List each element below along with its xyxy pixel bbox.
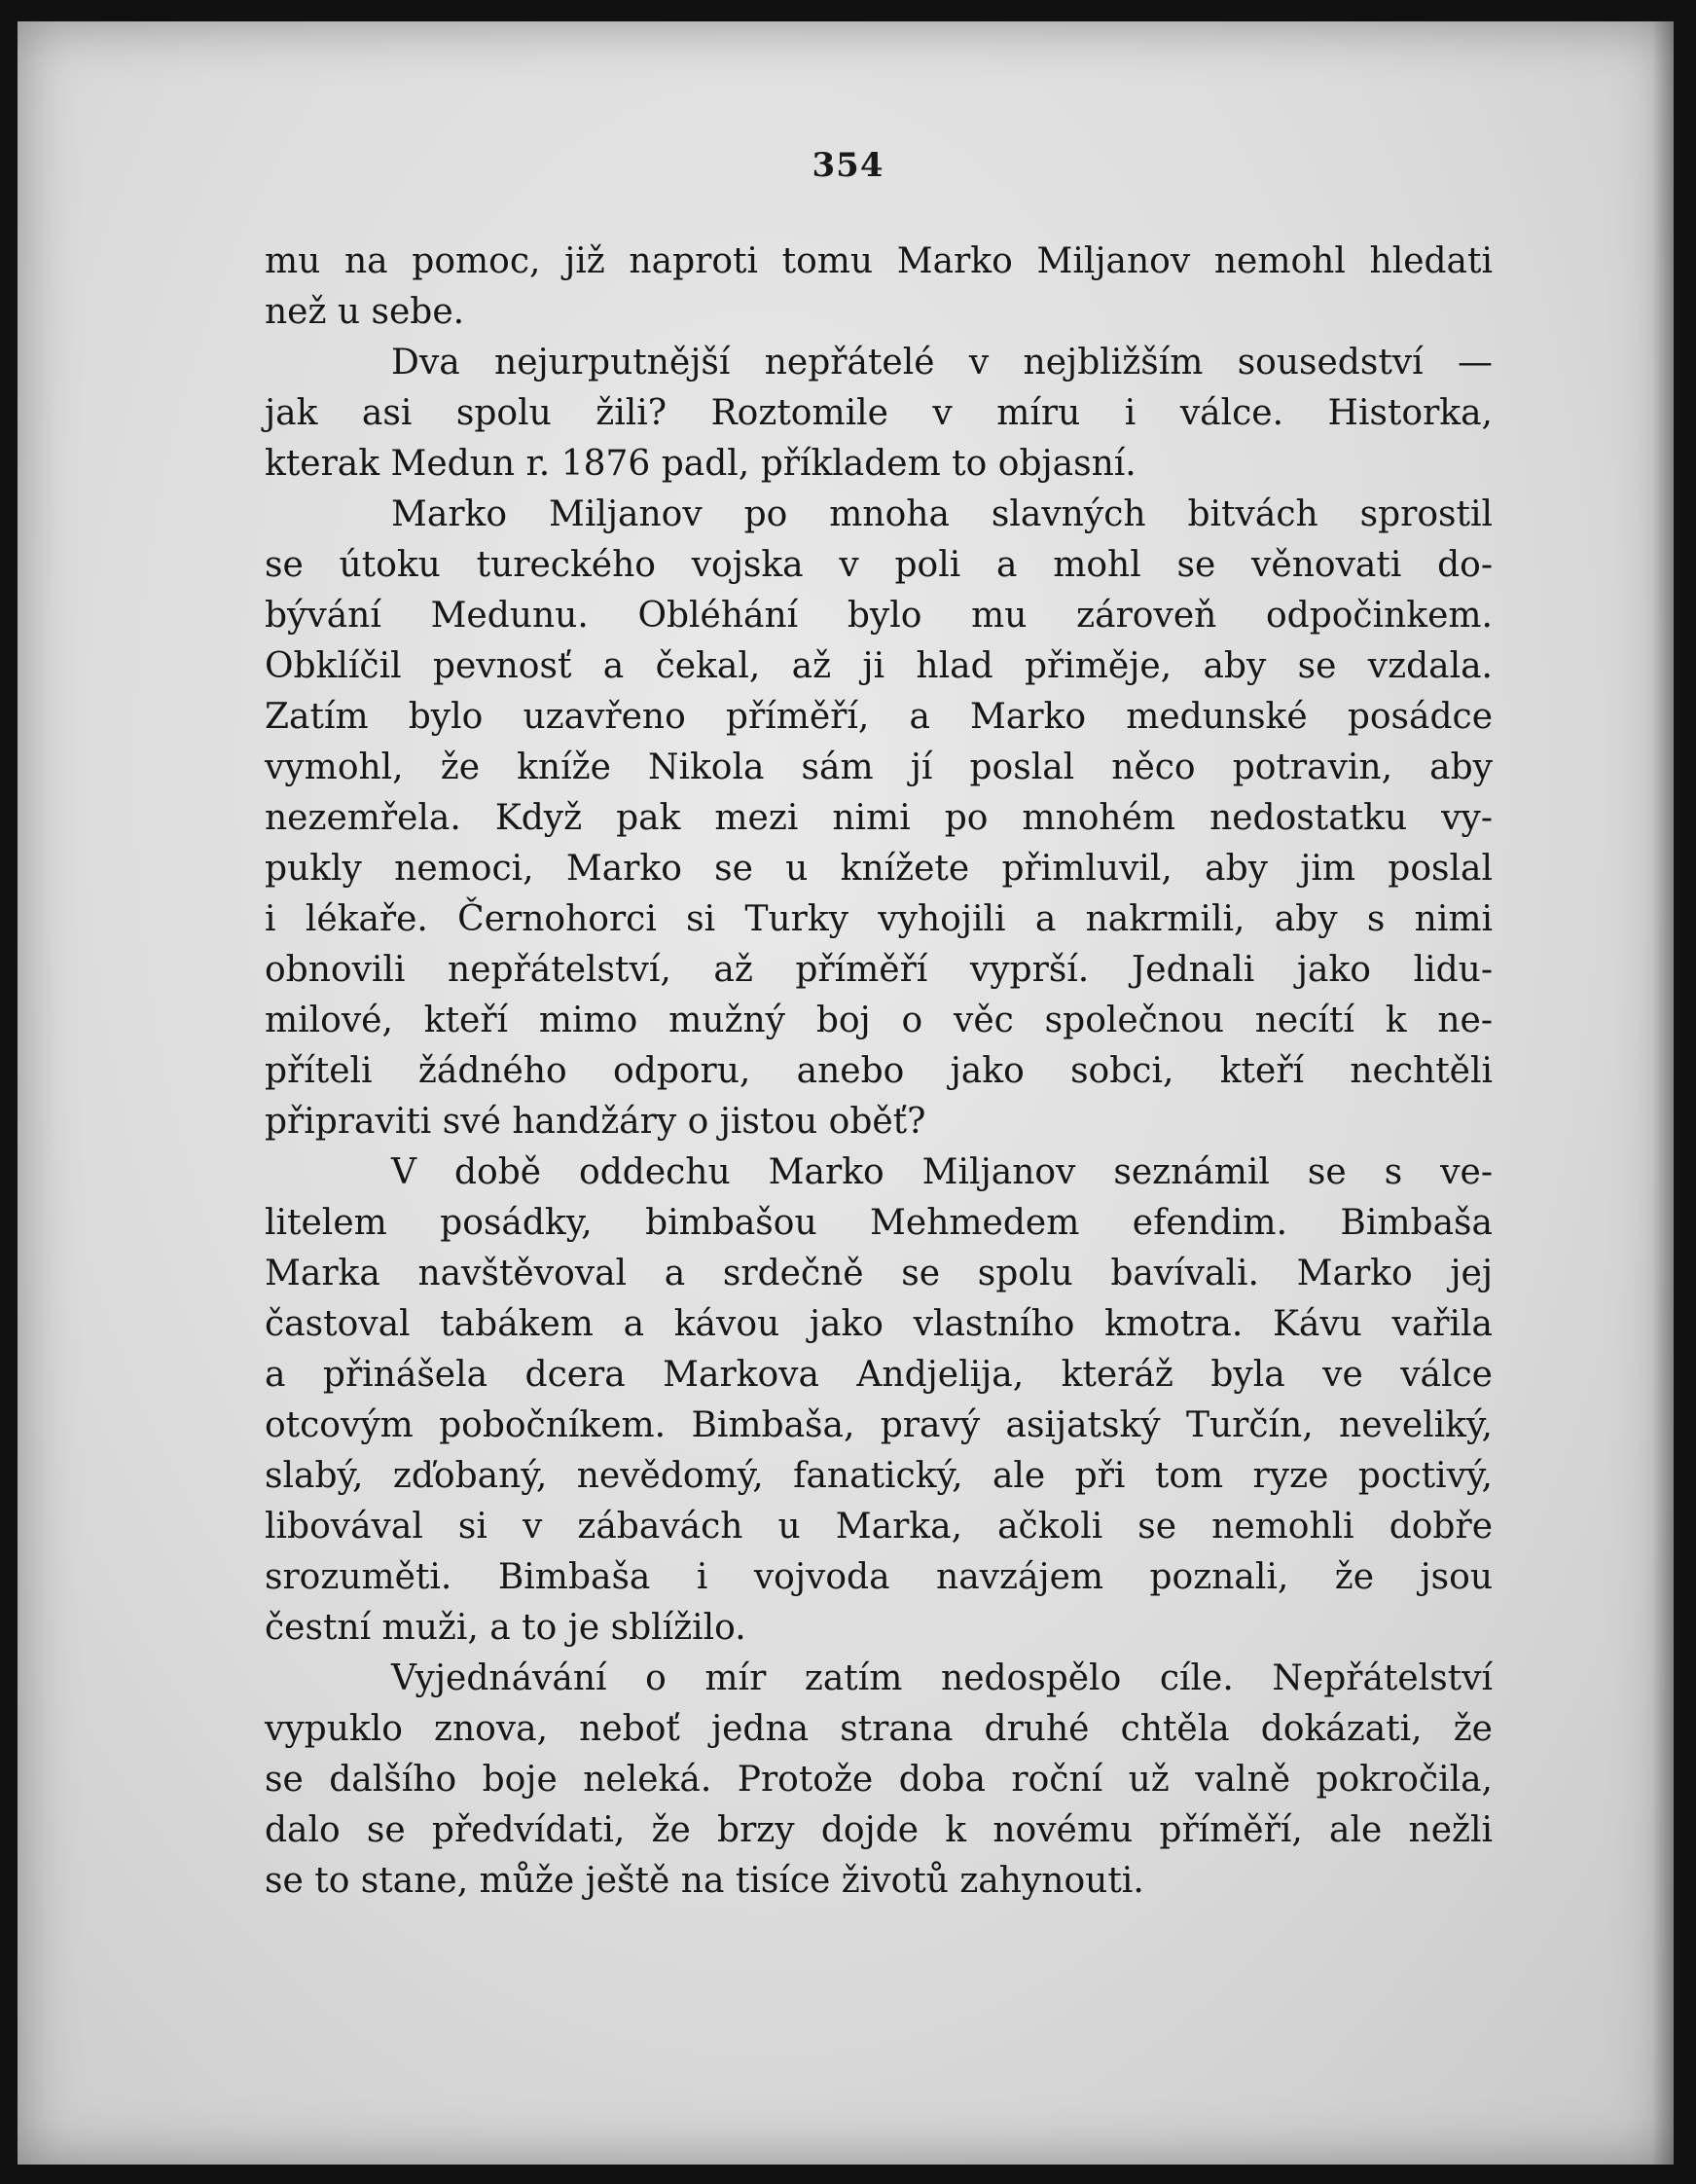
text-line: i lékaře. Černohorci si Turky vyhojili a nakrmili, aby s nimi [265,899,1493,939]
paragraph [265,338,1493,490]
text-line: čestní muži, a to je sblížilo. [265,1608,746,1648]
text-line: bývání Medunu. Obléhání bylo mu zároveň odpočinkem. [265,596,1493,636]
text-line: vypuklo znova, neboť jedna strana druhé chtěla dokázati, že [265,1709,1493,1749]
text-line: než u sebe. [265,292,465,332]
text-line: a přinášela dcera Markova Andjelija, kteráž byla ve válce [265,1355,1493,1395]
text-line: dalo se předvídati, že brzy dojde k novému příměří, ale nežli [265,1810,1493,1850]
text-line: V době oddechu Marko Miljanov seznámil se s ve- [391,1152,1493,1192]
text-line: Marko Miljanov po mnoha slavných bitvách sprostil [391,494,1493,534]
text-line: nezemřela. Když pak mezi nimi po mnohém nedostatku vy- [265,798,1493,838]
text-line: se to stane, může ještě na tisíce životů zahynouti. [265,1861,1144,1901]
text-line: častoval tabákem a kávou jako vlastního kmotra. Kávu vařila [265,1304,1493,1344]
text-line: otcovým pobočníkem. Bimbaša, pravý asijatský Turčín, neveliký, [265,1405,1493,1445]
text-line: litelem posádky, bimbašou Mehmedem efendim. Bimbaša [265,1203,1493,1243]
text-line: slabý, zďobaný, nevědomý, fanatický, ale při tom ryze poctivý, [265,1456,1493,1496]
text-line: srozuměti. Bimbaša i vojvoda navzájem poznali, že jsou [265,1557,1493,1597]
text-line: Zatím bylo uzavřeno příměří, a Marko medunské posádce [265,697,1493,737]
text-line: libovával si v zábavách u Marka, ačkoli se nemohli dobře [265,1507,1493,1547]
paragraph [265,237,1493,338]
text-line: Obklíčil pevnosť a čekal, až ji hlad přiměje, aby se vzdala. [265,646,1493,686]
text-line: obnovili nepřátelství, až příměří vyprší. Jednali jako lidu- [265,950,1493,990]
text-line: se útoku tureckého vojska v poli a mohl se věnovati do- [265,545,1493,585]
text-line: Marka navštěvoval a srdečně se spolu bavívali. Marko jej [265,1254,1493,1293]
text-line: milové, kteří mimo mužný boj o věc společnou necítí k ne- [265,1001,1493,1040]
paragraph [265,1147,1493,1654]
text-line: vymohl, že kníže Nikola sám jí poslal něco potravin, aby [265,747,1493,787]
paper-edge-shadow [1652,21,1674,2165]
text-line: Dva nejurputnější nepřátelé v nejbližším sousedství — [391,343,1493,382]
text-line: pukly nemoci, Marko se u knížete přimluvil, aby jim poslal [265,849,1493,889]
text-line: připraviti své handžáry o jistou oběť? [265,1102,926,1142]
paragraph [265,1654,1493,1907]
text-line: jak asi spolu žili? Roztomile v míru i válce. Historka, [265,393,1493,433]
text-line: kterak Medun r. 1876 padl, příkladem to objasní. [265,444,1137,484]
page-number: 354 [812,146,884,185]
text-line: příteli žádného odporu, anebo jako sobci, kteří nechtěli [265,1051,1493,1091]
text-line: mu na pomoc, již naproti tomu Marko Miljanov nemohl hledati [265,241,1493,281]
text-line: se dalšího boje neleká. Protože doba roční už valně pokročila, [265,1760,1493,1800]
text-body [265,237,1493,1907]
paragraph [265,490,1493,1147]
text-line: Vyjednávání o mír zatím nedospělo cíle. Nepřátelství [391,1658,1493,1698]
